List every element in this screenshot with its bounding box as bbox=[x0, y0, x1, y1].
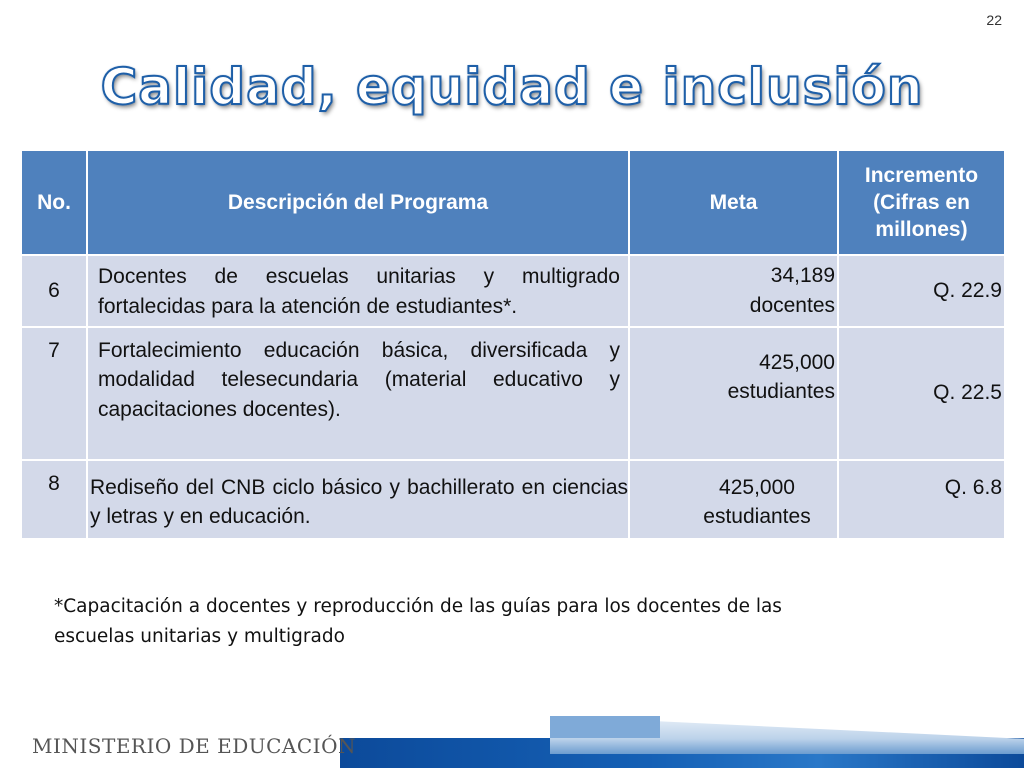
meta-quantity: 425,000 bbox=[759, 350, 835, 374]
program-increment: Q. 22.9 bbox=[838, 255, 1005, 327]
program-description: Docentes de escuelas unitarias y multigrado fortalecidas para la atención de estudiantes*. bbox=[87, 255, 629, 327]
meta-quantity: 425,000 bbox=[719, 475, 795, 499]
program-table bbox=[20, 149, 1006, 540]
program-meta bbox=[629, 255, 838, 327]
slide-title: Calidad, equidad e inclusión bbox=[100, 58, 924, 116]
footer-band-accent bbox=[550, 716, 660, 738]
table-header-row bbox=[21, 150, 1005, 255]
header-increment-line: millones) bbox=[875, 218, 968, 242]
row-number: 8 bbox=[21, 460, 87, 539]
meta-unit: docentes bbox=[749, 293, 835, 317]
header-description: Descripción del Programa bbox=[87, 150, 629, 255]
header-increment bbox=[838, 150, 1005, 255]
header-increment-line: (Cifras en bbox=[873, 190, 970, 214]
program-meta bbox=[629, 327, 838, 460]
table-row bbox=[21, 255, 1005, 327]
meta-unit: estudiantes bbox=[727, 380, 835, 404]
meta-quantity: 34,189 bbox=[770, 264, 835, 287]
program-increment: Q. 6.8 bbox=[838, 460, 1005, 539]
header-meta: Meta bbox=[629, 150, 838, 255]
table-row bbox=[21, 327, 1005, 460]
header-increment-line: Incremento bbox=[864, 163, 979, 187]
footer-decorative-band bbox=[340, 716, 1024, 768]
program-meta bbox=[629, 460, 838, 539]
program-description: Rediseño del CNB ciclo básico y bachillerato en ciencias y letras y en educación. bbox=[87, 460, 629, 539]
row-number: 7 bbox=[21, 327, 87, 460]
table-row bbox=[21, 460, 1005, 539]
meta-unit: estudiantes bbox=[703, 505, 811, 529]
row-number: 6 bbox=[21, 255, 87, 327]
program-increment: Q. 22.5 bbox=[838, 327, 1005, 460]
page-number: 22 bbox=[986, 12, 1002, 28]
ministry-logo-text: MINISTERIO DE EDUCACIÓN bbox=[32, 734, 356, 758]
footnote: *Capacitación a docentes y reproducción de las guías para los docentes de las escuelas unitarias y multigrado bbox=[54, 596, 782, 647]
program-description: Fortalecimiento educación básica, diversificada y modalidad telesecundaria (material educativo y capacitaciones docentes). bbox=[87, 327, 629, 460]
header-no: No. bbox=[21, 150, 87, 255]
